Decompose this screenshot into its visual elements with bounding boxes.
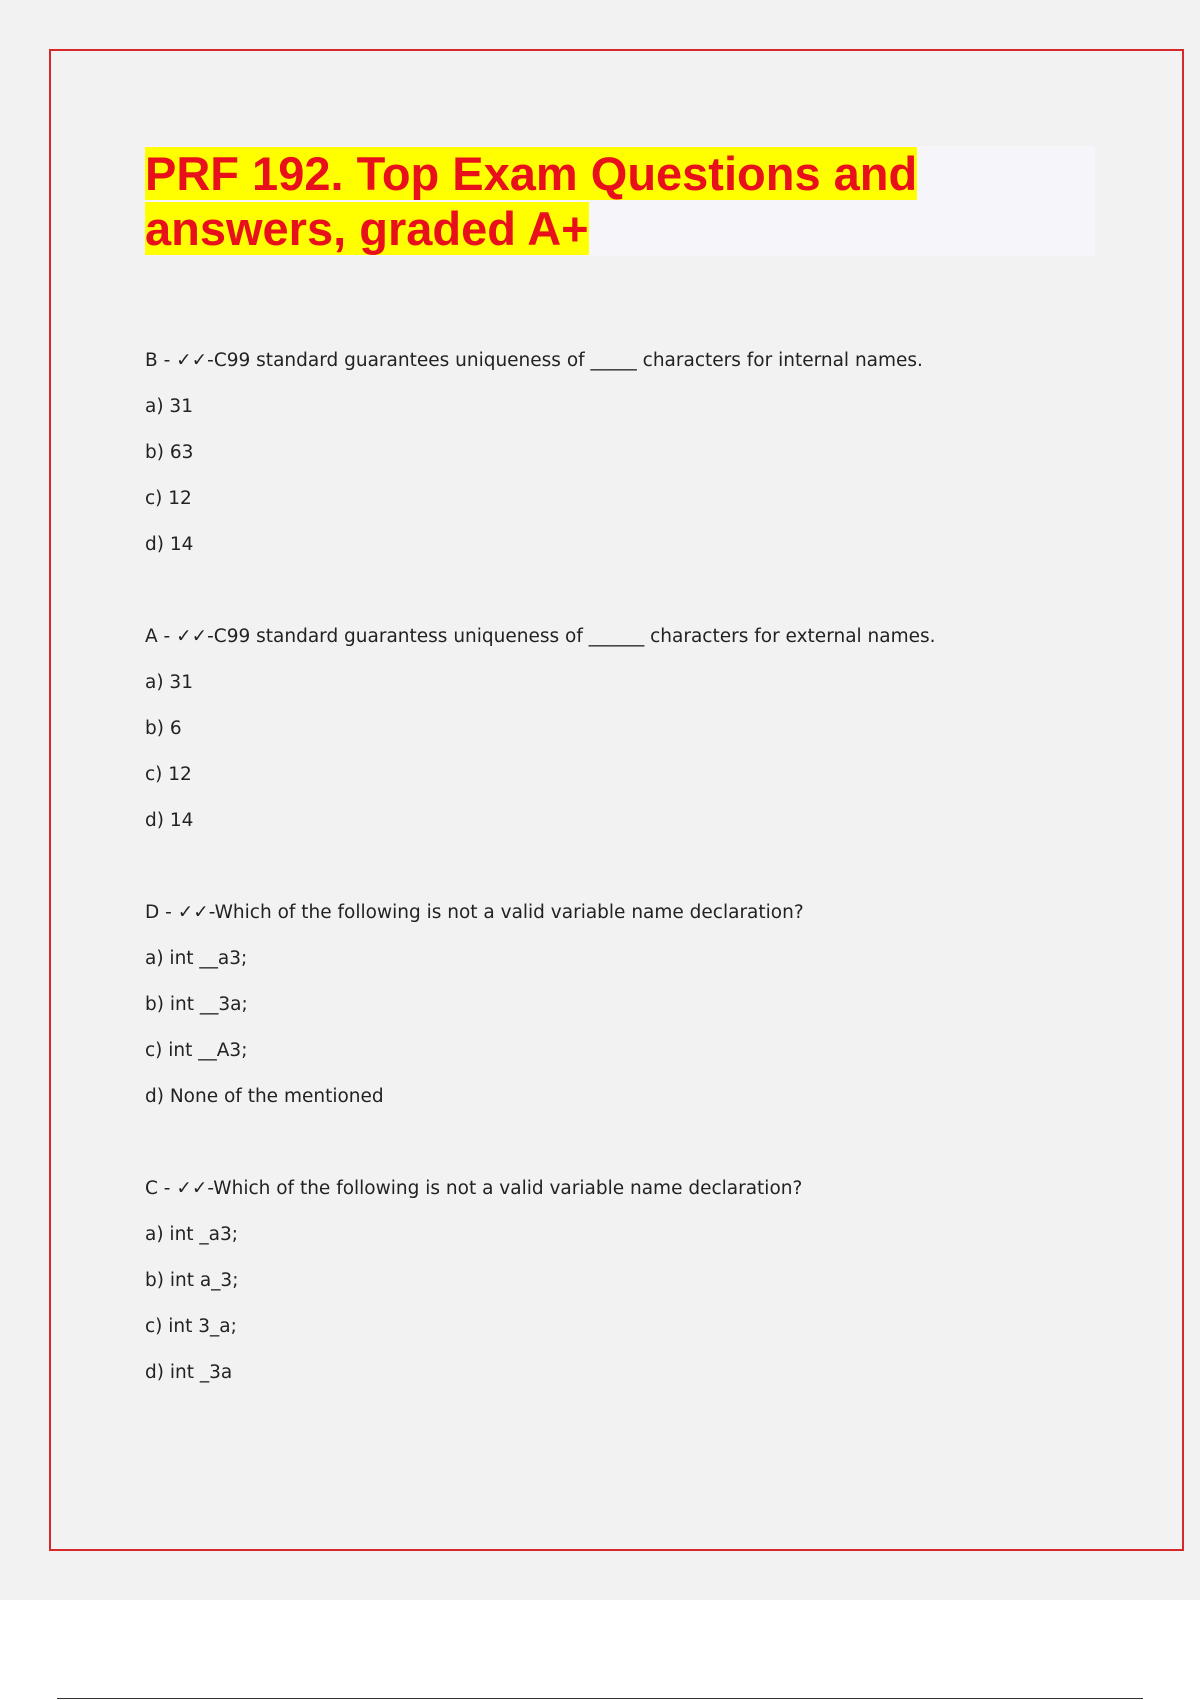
option-c: c) int __A3; xyxy=(145,1040,248,1061)
answer-separator: - xyxy=(159,902,178,923)
question-block xyxy=(145,1174,1105,1450)
check-marks-icon: ✓✓ xyxy=(176,1178,208,1199)
option-d: d) None of the mentioned xyxy=(145,1086,384,1107)
option-a: a) int __a3; xyxy=(145,948,248,969)
option-a: a) 31 xyxy=(145,672,193,693)
question-block xyxy=(145,898,1105,1174)
option-b: b) 63 xyxy=(145,442,194,463)
title-block xyxy=(145,146,1095,256)
title-line-1: PRF 192. Top Exam Questions and xyxy=(145,147,918,200)
next-page-divider xyxy=(57,1698,1143,1699)
answer-key: D xyxy=(145,902,160,923)
document-title xyxy=(145,146,1095,256)
option-a: a) int _a3; xyxy=(145,1224,239,1245)
answer-key: C xyxy=(145,1178,158,1199)
question-block xyxy=(145,622,1105,898)
answer-separator: - xyxy=(157,626,177,647)
option-d: d) 14 xyxy=(145,810,194,831)
option-a: a) 31 xyxy=(145,396,193,417)
question-text xyxy=(145,346,1105,375)
option-c: c) 12 xyxy=(145,488,192,509)
check-marks-icon: ✓✓ xyxy=(176,350,208,371)
question-text xyxy=(145,1174,1105,1203)
answer-separator: - xyxy=(157,1178,177,1199)
question-text xyxy=(145,898,1105,927)
question-text xyxy=(145,622,1105,651)
question-prompt: -C99 standard guarantees uniqueness of _____ characters for internal names. xyxy=(207,350,923,371)
question-prompt: -Which of the following is not a valid variable name declaration? xyxy=(208,902,804,923)
option-c: c) int 3_a; xyxy=(145,1316,237,1337)
question-prompt: -Which of the following is not a valid variable name declaration? xyxy=(207,1178,803,1199)
answer-key: A xyxy=(145,626,158,647)
answer-key: B xyxy=(145,350,158,371)
check-marks-icon: ✓✓ xyxy=(177,902,209,923)
question-prompt: -C99 standard guarantess uniqueness of ______ characters for external names. xyxy=(207,626,936,647)
option-b: b) int __3a; xyxy=(145,994,248,1015)
answer-separator: - xyxy=(157,350,177,371)
option-d: d) 14 xyxy=(145,534,194,555)
option-b: b) 6 xyxy=(145,718,182,739)
option-d: d) int _3a xyxy=(145,1362,233,1383)
question-list xyxy=(145,346,1105,1450)
question-block xyxy=(145,346,1105,622)
check-marks-icon: ✓✓ xyxy=(176,626,208,647)
option-c: c) 12 xyxy=(145,764,192,785)
option-b: b) int a_3; xyxy=(145,1270,239,1291)
title-line-2: answers, graded A+ xyxy=(145,202,589,255)
